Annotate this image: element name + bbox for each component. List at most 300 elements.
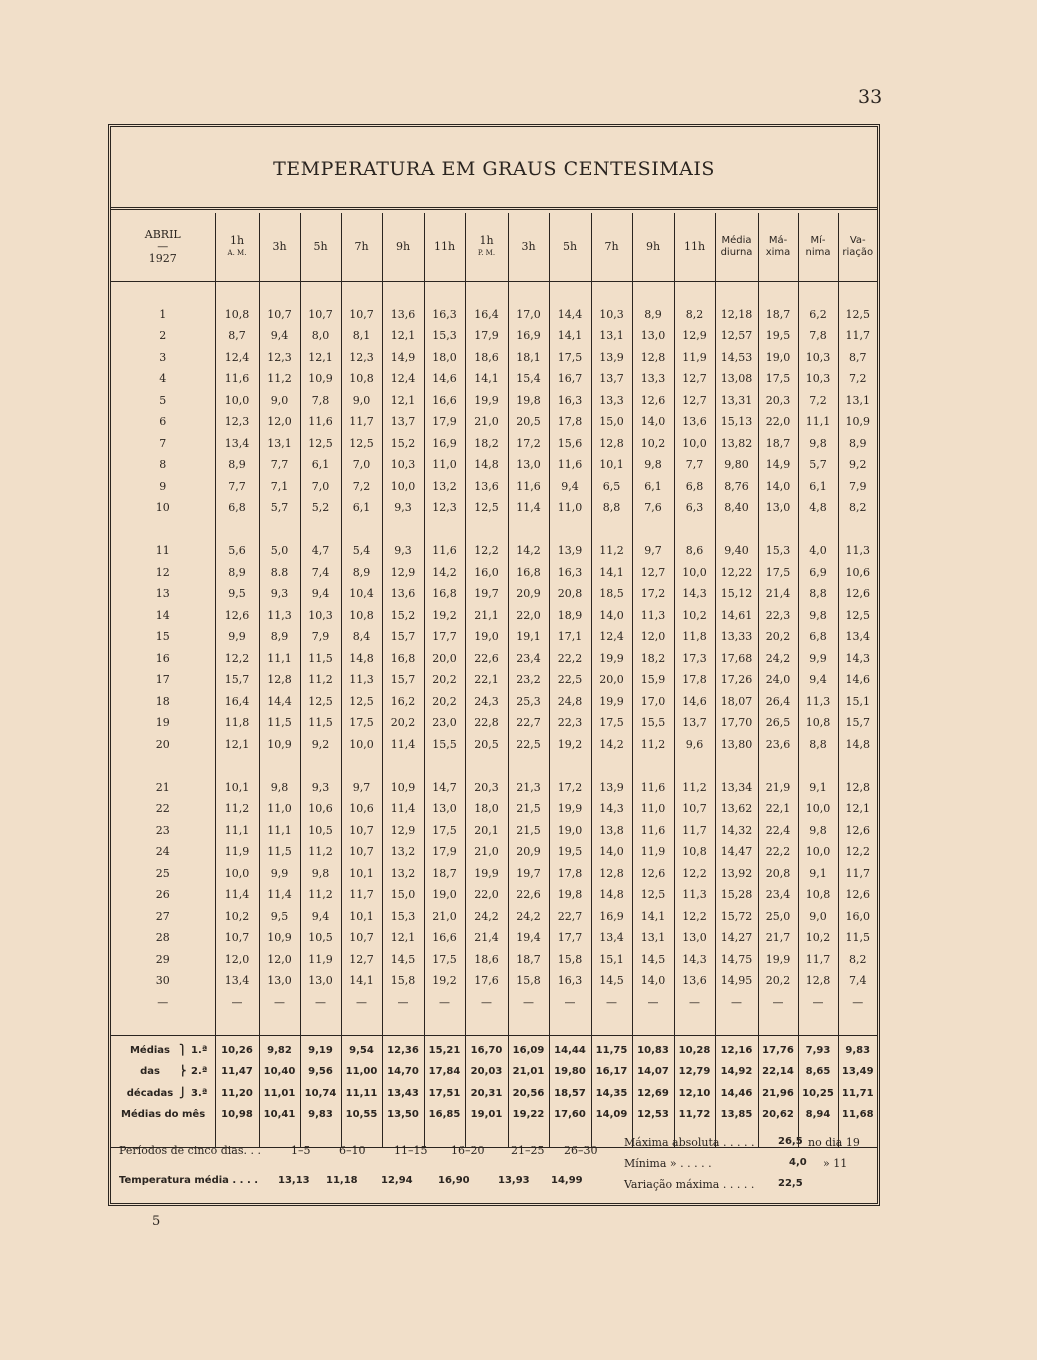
value-cell: 12,5 bbox=[300, 433, 341, 455]
spacer-cell bbox=[508, 755, 549, 777]
value-cell: 9,1 bbox=[798, 777, 838, 799]
value-cell: 10,3 bbox=[798, 347, 838, 369]
value-cell: 14,8 bbox=[341, 648, 382, 670]
day-cell: 18 bbox=[155, 694, 170, 708]
value-cell: 12,8 bbox=[259, 669, 300, 691]
stat-header bbox=[798, 213, 838, 282]
stat-header-label: Média bbox=[721, 235, 752, 246]
value-cell: 5,7 bbox=[798, 454, 838, 476]
hour-header bbox=[300, 213, 341, 282]
hour-label: 9h bbox=[395, 240, 411, 253]
hour-label: 1h bbox=[229, 234, 245, 247]
value-cell: 12,5 bbox=[632, 884, 674, 906]
value-cell: 19,9 bbox=[465, 390, 508, 412]
decade-mean-value: 14,35 bbox=[591, 1083, 632, 1105]
decade-mean-value: 21,96 bbox=[758, 1083, 798, 1105]
spacer-cell bbox=[549, 519, 591, 541]
hour-label: 11h bbox=[433, 240, 456, 253]
spacer-cell bbox=[591, 1013, 632, 1035]
value-cell: 20,2 bbox=[424, 691, 465, 713]
value-cell: 8,9 bbox=[632, 304, 674, 326]
value-cell: 13,62 bbox=[715, 798, 758, 820]
stat-header bbox=[758, 213, 798, 282]
hour-label: 11h bbox=[683, 240, 706, 253]
stat-header-label: riação bbox=[842, 247, 874, 258]
table-row bbox=[111, 777, 877, 799]
value-cell: 18,07 bbox=[715, 691, 758, 713]
period-mean-temp: 14,99 bbox=[551, 1175, 583, 1186]
value-cell: 11,9 bbox=[674, 347, 715, 369]
value-cell: 11,1 bbox=[259, 648, 300, 670]
value-cell: 8,8 bbox=[591, 497, 632, 519]
value-cell: 5,6 bbox=[215, 540, 259, 562]
value-cell: 26,5 bbox=[758, 712, 798, 734]
value-cell: 9,4 bbox=[798, 669, 838, 691]
value-cell: 18,0 bbox=[465, 798, 508, 820]
spacer-cell bbox=[715, 282, 758, 304]
spacer-cell bbox=[715, 1013, 758, 1035]
value-cell: 10,5 bbox=[300, 927, 341, 949]
value-cell: 8.8 bbox=[259, 562, 300, 584]
value-cell: 11,6 bbox=[424, 540, 465, 562]
value-cell: 19,0 bbox=[549, 820, 591, 842]
max-abs-label: Máxima absoluta . . . . . bbox=[624, 1136, 755, 1149]
spacer-cell bbox=[465, 282, 508, 304]
table-row bbox=[111, 304, 877, 326]
dash-cell: — bbox=[382, 992, 424, 1014]
value-cell: 12,6 bbox=[632, 863, 674, 885]
value-cell: 7,0 bbox=[300, 476, 341, 498]
table-row bbox=[111, 325, 877, 347]
value-cell: 8,9 bbox=[215, 562, 259, 584]
day-cell: 26 bbox=[155, 888, 170, 902]
day-cell: 6 bbox=[159, 415, 167, 429]
value-cell: 8,7 bbox=[215, 325, 259, 347]
value-cell: 23,2 bbox=[508, 669, 549, 691]
decade-mean-value: 11,47 bbox=[215, 1061, 259, 1083]
value-cell: 11,0 bbox=[259, 798, 300, 820]
value-cell: 22,5 bbox=[508, 734, 549, 756]
value-cell: 6,8 bbox=[674, 476, 715, 498]
value-cell: 12,1 bbox=[382, 390, 424, 412]
value-cell: 10,8 bbox=[215, 304, 259, 326]
value-cell: 13,1 bbox=[259, 433, 300, 455]
stat-header-label: diurna bbox=[720, 247, 753, 258]
value-cell: 14,0 bbox=[591, 605, 632, 627]
value-cell: 10,7 bbox=[674, 798, 715, 820]
value-cell: 13,4 bbox=[838, 626, 877, 648]
decade-mean-value: 9,83 bbox=[838, 1035, 877, 1061]
value-cell: 22,2 bbox=[549, 648, 591, 670]
value-cell: 12,8 bbox=[632, 347, 674, 369]
value-cell: 10,8 bbox=[798, 884, 838, 906]
value-cell: 17,3 bbox=[674, 648, 715, 670]
spacer-cell bbox=[508, 519, 549, 541]
value-cell: 22,3 bbox=[549, 712, 591, 734]
value-cell: 6,1 bbox=[341, 497, 382, 519]
month-mean-value: 19,22 bbox=[508, 1104, 549, 1126]
value-cell: 14,6 bbox=[674, 691, 715, 713]
decade-mean-value: 17,76 bbox=[758, 1035, 798, 1061]
value-cell: 9,8 bbox=[259, 777, 300, 799]
value-cell: 11,2 bbox=[300, 669, 341, 691]
value-cell: 10,5 bbox=[300, 820, 341, 842]
value-cell: 12,5 bbox=[465, 497, 508, 519]
decade-mean-value: 14,92 bbox=[715, 1061, 758, 1083]
value-cell: 13,9 bbox=[549, 540, 591, 562]
value-cell: 7,4 bbox=[300, 562, 341, 584]
spacer-cell bbox=[111, 1013, 215, 1035]
value-cell: 18,0 bbox=[424, 347, 465, 369]
value-cell: 12,5 bbox=[341, 691, 382, 713]
hour-period-label: P. M. bbox=[477, 249, 496, 257]
decade-mean-value: 12,69 bbox=[632, 1083, 674, 1105]
table-row bbox=[111, 648, 877, 670]
period-mean-temp: 13,93 bbox=[498, 1175, 530, 1186]
value-cell: 16,6 bbox=[424, 390, 465, 412]
stat-header-label: Mí- bbox=[810, 235, 826, 246]
value-cell: 22,1 bbox=[465, 669, 508, 691]
min-abs-label: Mínima » . . . . . bbox=[624, 1157, 712, 1170]
value-cell: 10,0 bbox=[382, 476, 424, 498]
value-cell: 9,8 bbox=[632, 454, 674, 476]
decade-mean-value: 9,82 bbox=[259, 1035, 300, 1061]
spacer-row bbox=[111, 282, 877, 304]
decade-mean-row bbox=[111, 1035, 877, 1061]
value-cell: 15,8 bbox=[549, 949, 591, 971]
value-cell: 9,40 bbox=[715, 540, 758, 562]
value-cell: 10,1 bbox=[341, 906, 382, 928]
spacer-cell bbox=[382, 755, 424, 777]
value-cell: 13,7 bbox=[382, 411, 424, 433]
month-mean-row bbox=[111, 1104, 877, 1126]
dash-cell: — bbox=[424, 992, 465, 1014]
spacer-cell bbox=[382, 282, 424, 304]
value-cell: 22,6 bbox=[465, 648, 508, 670]
decade-mean-value: 9,56 bbox=[300, 1061, 341, 1083]
value-cell: 13,2 bbox=[424, 476, 465, 498]
value-cell: 14,1 bbox=[465, 368, 508, 390]
value-cell: 11,2 bbox=[674, 777, 715, 799]
hour-header bbox=[382, 213, 424, 282]
spacer-cell bbox=[424, 519, 465, 541]
value-cell: 21,9 bbox=[758, 777, 798, 799]
period-mean-temp: 13,13 bbox=[278, 1175, 310, 1186]
value-cell: 13,6 bbox=[674, 970, 715, 992]
value-cell: 13,82 bbox=[715, 433, 758, 455]
value-cell: 11,0 bbox=[424, 454, 465, 476]
spacer-cell bbox=[341, 1013, 382, 1035]
value-cell: 22,8 bbox=[465, 712, 508, 734]
day-cell: 8 bbox=[159, 458, 167, 472]
value-cell: 10,2 bbox=[632, 433, 674, 455]
value-cell: 13,7 bbox=[591, 368, 632, 390]
month-mean-value: 11,72 bbox=[674, 1104, 715, 1126]
value-cell: 12,4 bbox=[215, 347, 259, 369]
value-cell: 9,7 bbox=[341, 777, 382, 799]
value-cell: 4,7 bbox=[300, 540, 341, 562]
value-cell: 12,3 bbox=[215, 411, 259, 433]
value-cell: 11,4 bbox=[508, 497, 549, 519]
table-row bbox=[111, 712, 877, 734]
value-cell: 13,0 bbox=[259, 970, 300, 992]
spacer-cell bbox=[111, 755, 215, 777]
var-max-label: Variação máxima . . . . . bbox=[624, 1178, 755, 1191]
value-cell: 23,4 bbox=[758, 884, 798, 906]
value-cell: 11,5 bbox=[300, 712, 341, 734]
value-cell: 11,6 bbox=[300, 411, 341, 433]
year-label: 1927 bbox=[148, 252, 177, 265]
decade-mean-label bbox=[111, 1083, 215, 1105]
value-cell: 16,2 bbox=[382, 691, 424, 713]
value-cell: 22,0 bbox=[758, 411, 798, 433]
hour-label: 3h bbox=[521, 240, 536, 253]
spacer-cell bbox=[300, 1013, 341, 1035]
value-cell: 7,8 bbox=[300, 390, 341, 412]
spacer-cell bbox=[300, 519, 341, 541]
table-row bbox=[111, 970, 877, 992]
dash-cell: — bbox=[798, 992, 838, 1014]
value-cell: 17,2 bbox=[632, 583, 674, 605]
value-cell: 20,5 bbox=[508, 411, 549, 433]
value-cell: 9,4 bbox=[549, 476, 591, 498]
day-cell: 24 bbox=[155, 845, 170, 859]
value-cell: 12,2 bbox=[674, 863, 715, 885]
value-cell: 11,7 bbox=[838, 325, 877, 347]
value-cell: 11,4 bbox=[215, 884, 259, 906]
hour-header bbox=[259, 213, 300, 282]
value-cell: 12,4 bbox=[591, 626, 632, 648]
value-cell: 21,7 bbox=[758, 927, 798, 949]
value-cell: 8,2 bbox=[838, 949, 877, 971]
month-label: ABRIL bbox=[144, 228, 181, 241]
dash-row bbox=[111, 992, 877, 1014]
decade-mean-value: 11,01 bbox=[259, 1083, 300, 1105]
value-cell: 13,9 bbox=[591, 347, 632, 369]
table-row bbox=[111, 949, 877, 971]
month-mean-value: 11,68 bbox=[838, 1104, 877, 1126]
value-cell: 6,1 bbox=[300, 454, 341, 476]
value-cell: 11,8 bbox=[674, 626, 715, 648]
value-cell: 14,7 bbox=[424, 777, 465, 799]
day-cell: 1 bbox=[159, 307, 167, 321]
value-cell: 15,8 bbox=[508, 970, 549, 992]
value-cell: 21,5 bbox=[508, 798, 549, 820]
value-cell: 17,5 bbox=[549, 347, 591, 369]
spacer-cell bbox=[674, 519, 715, 541]
value-cell: 8,8 bbox=[798, 734, 838, 756]
value-cell: 10,6 bbox=[300, 798, 341, 820]
hour-header bbox=[424, 213, 465, 282]
value-cell: 17,9 bbox=[465, 325, 508, 347]
spacer-cell bbox=[591, 282, 632, 304]
value-cell: 14,8 bbox=[591, 884, 632, 906]
value-cell: 10,7 bbox=[215, 927, 259, 949]
value-cell: 20,2 bbox=[758, 970, 798, 992]
value-cell: 14,0 bbox=[758, 476, 798, 498]
value-cell: 25,3 bbox=[508, 691, 549, 713]
value-cell: 8,9 bbox=[341, 562, 382, 584]
hour-header bbox=[632, 213, 674, 282]
decade-mean-value: 10,40 bbox=[259, 1061, 300, 1083]
value-cell: 19,5 bbox=[758, 325, 798, 347]
decade-mean-value: 7,93 bbox=[798, 1035, 838, 1061]
value-cell: 12,22 bbox=[715, 562, 758, 584]
table-row bbox=[111, 798, 877, 820]
spacer-cell bbox=[259, 282, 300, 304]
day-cell: 29 bbox=[155, 952, 170, 966]
spacer-cell bbox=[341, 519, 382, 541]
value-cell: 14,8 bbox=[465, 454, 508, 476]
value-cell: 11,6 bbox=[215, 368, 259, 390]
value-cell: 7,0 bbox=[341, 454, 382, 476]
value-cell: 17,2 bbox=[549, 777, 591, 799]
spacer-cell bbox=[715, 519, 758, 541]
value-cell: 11,1 bbox=[259, 820, 300, 842]
decade-mean-value: 14,44 bbox=[549, 1035, 591, 1061]
value-cell: 15,7 bbox=[215, 669, 259, 691]
value-cell: 6,5 bbox=[591, 476, 632, 498]
value-cell: 23,0 bbox=[424, 712, 465, 734]
value-cell: 8,2 bbox=[674, 304, 715, 326]
table-row bbox=[111, 605, 877, 627]
table-row bbox=[111, 820, 877, 842]
value-cell: 12,5 bbox=[838, 304, 877, 326]
value-cell: 13,1 bbox=[591, 325, 632, 347]
value-cell: 13,4 bbox=[215, 970, 259, 992]
spacer-cell bbox=[215, 755, 259, 777]
table-row bbox=[111, 906, 877, 928]
hour-header bbox=[465, 213, 508, 282]
value-cell: 13,0 bbox=[424, 798, 465, 820]
value-cell: 13,08 bbox=[715, 368, 758, 390]
decade-mean-value: 12,16 bbox=[715, 1035, 758, 1061]
decade-mean-label bbox=[111, 1061, 215, 1083]
value-cell: 15,3 bbox=[382, 906, 424, 928]
value-cell: 8,9 bbox=[215, 454, 259, 476]
value-cell: 14,1 bbox=[341, 970, 382, 992]
value-cell: 20,3 bbox=[465, 777, 508, 799]
value-cell: 12,5 bbox=[838, 605, 877, 627]
dash-cell: — bbox=[549, 992, 591, 1014]
value-cell: 9,7 bbox=[632, 540, 674, 562]
value-cell: 21,0 bbox=[465, 841, 508, 863]
period-mean-temp: 11,18 bbox=[326, 1175, 358, 1186]
value-cell: 8,1 bbox=[341, 325, 382, 347]
spacer-cell bbox=[798, 519, 838, 541]
value-cell: 13,3 bbox=[632, 368, 674, 390]
spacer-cell bbox=[798, 755, 838, 777]
value-cell: 15,12 bbox=[715, 583, 758, 605]
value-cell: 9,4 bbox=[300, 583, 341, 605]
value-cell: 24,3 bbox=[465, 691, 508, 713]
hour-header bbox=[215, 213, 259, 282]
hour-header bbox=[341, 213, 382, 282]
value-cell: 10,3 bbox=[382, 454, 424, 476]
value-cell: 6,1 bbox=[798, 476, 838, 498]
value-cell: 15,1 bbox=[838, 691, 877, 713]
value-cell: 7,2 bbox=[341, 476, 382, 498]
value-cell: 9,2 bbox=[300, 734, 341, 756]
decade-mean-value: 11,11 bbox=[341, 1083, 382, 1105]
spacer-cell bbox=[632, 519, 674, 541]
value-cell: 22,4 bbox=[758, 820, 798, 842]
month-mean-value: 13,85 bbox=[715, 1104, 758, 1126]
decade-mean-value: 14,07 bbox=[632, 1061, 674, 1083]
value-cell: 9,8 bbox=[798, 433, 838, 455]
decade-mean-value: 10,74 bbox=[300, 1083, 341, 1105]
value-cell: 16,3 bbox=[549, 970, 591, 992]
value-cell: 14,0 bbox=[632, 970, 674, 992]
value-cell: 17,68 bbox=[715, 648, 758, 670]
value-cell: 19,0 bbox=[424, 884, 465, 906]
day-cell: 30 bbox=[155, 974, 170, 988]
table-row bbox=[111, 669, 877, 691]
value-cell: 11,3 bbox=[798, 691, 838, 713]
hour-label: 1h bbox=[479, 234, 494, 247]
spacer-cell bbox=[838, 519, 877, 541]
value-cell: 10,0 bbox=[215, 390, 259, 412]
value-cell: 18,2 bbox=[632, 648, 674, 670]
dash-cell: — bbox=[674, 992, 715, 1014]
min-abs-value: 4,0 bbox=[789, 1157, 807, 1168]
decade-mean-value: 9,19 bbox=[300, 1035, 341, 1061]
value-cell: 11,6 bbox=[549, 454, 591, 476]
value-cell: 11,0 bbox=[632, 798, 674, 820]
value-cell: 11,5 bbox=[259, 712, 300, 734]
spacer-cell bbox=[300, 755, 341, 777]
value-cell: 12,7 bbox=[632, 562, 674, 584]
spacer-cell bbox=[758, 1013, 798, 1035]
value-cell: 11,7 bbox=[341, 411, 382, 433]
spacer-cell bbox=[382, 1013, 424, 1035]
value-cell: 19,7 bbox=[508, 863, 549, 885]
value-cell: 11,4 bbox=[382, 734, 424, 756]
value-cell: 13,6 bbox=[465, 476, 508, 498]
value-cell: 12,57 bbox=[715, 325, 758, 347]
value-cell: 10,7 bbox=[341, 841, 382, 863]
decade-mean-row bbox=[111, 1061, 877, 1083]
value-cell: 22,0 bbox=[508, 605, 549, 627]
value-cell: 5,7 bbox=[259, 497, 300, 519]
stat-header bbox=[715, 213, 758, 282]
day-cell: 20 bbox=[155, 737, 170, 751]
value-cell: 9,2 bbox=[838, 454, 877, 476]
hour-period-label: A. M. bbox=[227, 249, 247, 257]
value-cell: 13,7 bbox=[674, 712, 715, 734]
value-cell: 9,3 bbox=[382, 497, 424, 519]
month-mean-value: 8,94 bbox=[798, 1104, 838, 1126]
value-cell: 19,8 bbox=[508, 390, 549, 412]
value-cell: 19,9 bbox=[549, 798, 591, 820]
value-cell: 13,9 bbox=[591, 777, 632, 799]
stat-header bbox=[838, 213, 877, 282]
value-cell: 20,0 bbox=[591, 669, 632, 691]
value-cell: 14,9 bbox=[758, 454, 798, 476]
decade-mean-value: 10,83 bbox=[632, 1035, 674, 1061]
period-range: 21–25 bbox=[511, 1144, 545, 1157]
value-cell: 13,2 bbox=[382, 863, 424, 885]
value-cell: 13,8 bbox=[591, 820, 632, 842]
value-cell: 12,4 bbox=[382, 368, 424, 390]
value-cell: 19,0 bbox=[758, 347, 798, 369]
spacer-cell bbox=[424, 755, 465, 777]
value-cell: 17,70 bbox=[715, 712, 758, 734]
value-cell: 14,47 bbox=[715, 841, 758, 863]
value-cell: 17,5 bbox=[758, 562, 798, 584]
value-cell: 7,4 bbox=[838, 970, 877, 992]
value-cell: 12,1 bbox=[382, 927, 424, 949]
